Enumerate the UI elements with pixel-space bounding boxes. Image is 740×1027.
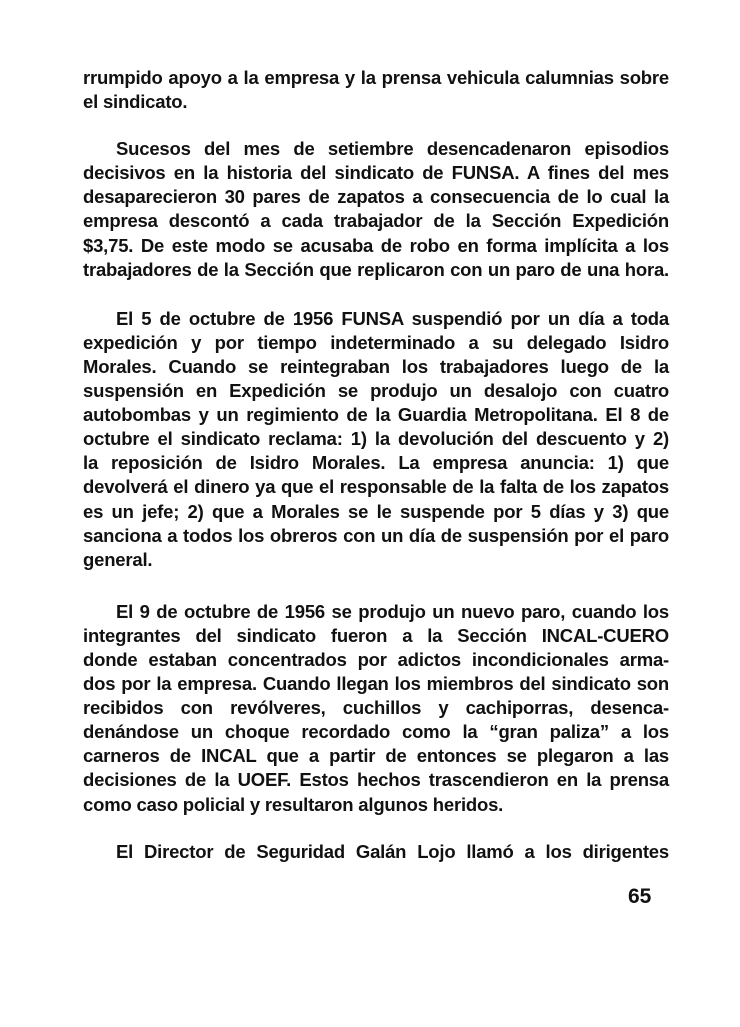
text-line: autobombas y un regimiento de la Guardia Metropolitana. El 8 de [83,404,669,426]
paragraph [83,307,669,572]
text-line: El Director de Seguridad Galán Lojo llamó a los dirigentes [116,840,669,862]
text-line: desaparecieron 30 pares de zapatos a consecuencia de lo cual la [83,186,669,208]
text-line: denándose un choque recordado como la “gran paliza” a los [83,721,669,743]
text-line: la reposición de Isidro Morales. La empresa anuncia: 1) que [83,452,669,474]
paragraph [83,600,669,817]
text-line: el sindicato. [83,91,188,113]
text-line: trabajadores de la Sección que replicaron con un paro de una hora. [83,258,669,280]
text-line: es un jefe; 2) que a Morales se le suspende por 5 días y 3) que [83,500,669,522]
text-line: Morales. Cuando se reintegraban los trabajadores luego de la [83,355,669,377]
text-line: recibidos con revólveres, cuchillos y cachiporras, desenca- [83,697,669,719]
paragraph [83,137,669,282]
text-line: donde estaban concentrados por adictos incondicionales arma- [83,648,669,670]
text-line: carneros de INCAL que a partir de entonces se plegaron a las [83,745,669,767]
text-line: integrantes del sindicato fueron a la Sección INCAL-CUERO [83,624,669,646]
text-line: como caso policial y resultaron algunos heridos. [83,793,504,815]
text-line: devolverá el dinero ya que el responsable de la falta de los zapatos [83,476,669,498]
text-line: El 5 de octubre de 1956 FUNSA suspendió por un día a toda [116,307,669,329]
text-line: rrumpido apoyo a la empresa y la prensa vehicula calumnias sobre [83,67,669,88]
text-line: decisiones de la UOEF. Estos hechos trascendieron en la prensa [83,769,669,791]
text-line: Sucesos del mes de setiembre desencadenaron episodios [116,138,669,160]
text-line: general. [83,548,153,570]
text-line: El 9 de octubre de 1956 se produjo un nuevo paro, cuando los [116,600,669,622]
text-line: dos por la empresa. Cuando llegan los miembros del sindicato son [83,673,669,695]
text-line: expedición y por tiempo indeterminado a su delegado Isidro [83,331,669,353]
paragraph [83,840,669,864]
text-line: suspensión en Expedición se produjo un desalojo con cuatro [83,380,669,402]
text-line: decisivos en la historia del sindicato de FUNSA. A fines del mes [83,162,669,184]
text-line: sanciona a todos los obreros con un día de suspensión por el paro [83,524,669,546]
page-number: 65 [628,885,652,908]
page-body [83,66,669,864]
paragraph [83,66,669,114]
text-line: octubre el sindicato reclama: 1) la devolución del descuento y 2) [83,428,669,450]
text-line: $3,75. De este modo se acusaba de robo en forma implícita a los [83,234,669,256]
text-line: empresa descontó a cada trabajador de la Sección Expedición [83,210,669,232]
